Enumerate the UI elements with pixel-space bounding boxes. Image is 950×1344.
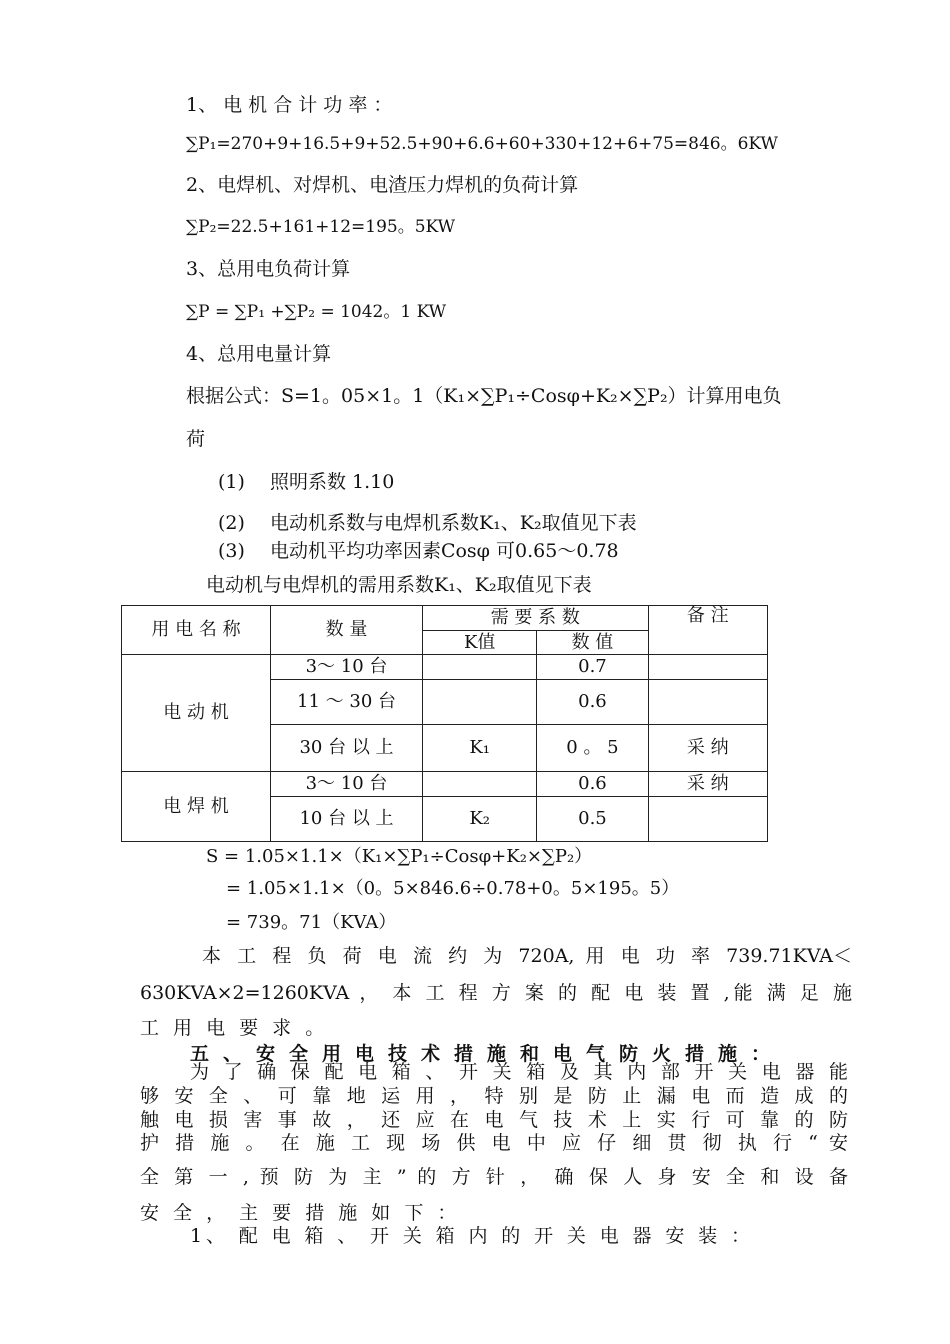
section5-line6: 安 全 ， 主 要 措 施 如 下 ： <box>140 1202 461 1224</box>
qty-cell: 11 ～ 30 台 <box>270 680 422 725</box>
section5-title: 五 、 安 全 用 电 技 术 措 施 和 电 气 防 火 措 施 ： <box>190 1043 770 1065</box>
item-motor-welder-coefficient: (2) 电动机系数与电焊机系数K₁、K₂取值见下表 <box>218 512 637 534</box>
section5-line2: 够 安 全 、 可 靠 地 运 用 ， 特 别 是 防 止 漏 电 而 造 成 的 <box>140 1085 848 1107</box>
header-quantity: 数 量 <box>270 606 422 655</box>
value-cell: 0.7 <box>537 655 648 680</box>
value-cell: 0 。 5 <box>537 725 648 772</box>
motor-total-heading: 1、 电 机 合 计 功 率 ： <box>186 94 393 116</box>
value-cell: 0.5 <box>537 797 648 842</box>
header-name: 用 电 名 称 <box>122 606 271 655</box>
total-load-formula: ∑P = ∑P₁ +∑P₂ = 1042。1 KW <box>186 302 447 322</box>
motor-group-label: 电 动 机 <box>122 655 271 772</box>
section5-sub1: 1、 配 电 箱 、 开 关 箱 内 的 开 关 电 器 安 装 ： <box>190 1225 750 1247</box>
conclusion-line1: 本 工 程 负 荷 电 流 约 为 720A, 用 电 功 率 739.71KVA＜ <box>202 945 852 967</box>
section5-line3: 触 电 损 害 事 故 ， 还 应 在 电 气 技 术 上 实 行 可 靠 的 防 <box>140 1109 848 1131</box>
total-load-heading: 3、总用电负荷计算 <box>186 258 351 280</box>
header-k-value: K值 <box>423 631 537 655</box>
conclusion-line3: 工 用 电 要 求 。 <box>140 1017 329 1039</box>
calc-line3: = 739。71（KVA） <box>226 912 397 933</box>
remark-cell <box>648 797 767 842</box>
table-caption: 电动机与电焊机的需用系数K₁、K₂取值见下表 <box>206 574 592 596</box>
k-cell: K₁ <box>423 725 537 772</box>
section5-line1: 为 了 确 保 配 电 箱 、 开 关 箱 及 其 内 部 开 关 电 器 能 <box>190 1061 848 1083</box>
qty-cell: 30 台 以 上 <box>270 725 422 772</box>
table-row <box>122 655 768 680</box>
demand-coefficient-table <box>121 605 768 842</box>
remark-cell <box>648 680 767 725</box>
welder-group-label: 电 焊 机 <box>122 772 271 842</box>
welder-load-formula: ∑P₂=22.5+161+12=195。5KW <box>186 217 456 237</box>
header-demand-coefficient: 需 要 系 数 <box>423 606 649 631</box>
calc-line1: S = 1.05×1.1×（K₁×∑P₁÷Cosφ+K₂×∑P₂） <box>206 846 593 867</box>
k-cell <box>423 680 537 725</box>
remark-cell: 采 纳 <box>648 772 767 797</box>
header-value: 数 值 <box>537 631 648 655</box>
remark-cell <box>648 655 767 680</box>
item-power-factor: (3) 电动机平均功率因素Cosφ 可0.65～0.78 <box>218 540 619 562</box>
formula-basis-line1: 根据公式：S=1。05×1。1（K₁×∑P₁÷Cosφ+K₂×∑P₂）计算用电负 <box>186 385 782 407</box>
qty-cell: 3～ 10 台 <box>270 772 422 797</box>
motor-total-formula: ∑P₁=270+9+16.5+9+52.5+90+6.6+60+330+12+6+75=846。6KW <box>186 134 779 154</box>
value-cell: 0.6 <box>537 680 648 725</box>
total-power-heading: 4、总用电量计算 <box>186 343 332 365</box>
k-cell: K₂ <box>423 797 537 842</box>
section5-line5: 全 第 一 , 预 防 为 主 ” 的 方 针 ， 确 保 人 身 安 全 和 设 备 <box>140 1166 848 1188</box>
qty-cell: 10 台 以 上 <box>270 797 422 842</box>
k-cell <box>423 772 537 797</box>
table-row <box>122 772 768 797</box>
qty-cell: 3～ 10 台 <box>270 655 422 680</box>
remark-cell: 采 纳 <box>648 725 767 772</box>
header-remark: 备 注 <box>648 606 767 655</box>
calc-line2: = 1.05×1.1×（0。5×846.6÷0.78+0。5×195。5） <box>226 878 680 899</box>
value-cell: 0.6 <box>537 772 648 797</box>
welder-load-heading: 2、电焊机、对焊机、电渣压力焊机的负荷计算 <box>186 174 579 196</box>
formula-basis-line2: 荷 <box>186 428 206 450</box>
item-lighting-coefficient: (1) 照明系数 1.10 <box>218 471 395 493</box>
k-cell <box>423 655 537 680</box>
section5-line4: 护 措 施 。 在 施 工 现 场 供 电 中 应 仔 细 贯 彻 执 行 “ 安 <box>140 1132 848 1154</box>
conclusion-line2: 630KVA×2=1260KVA ， 本 工 程 方 案 的 配 电 装 置 ,能 满 足 施 <box>140 982 852 1004</box>
